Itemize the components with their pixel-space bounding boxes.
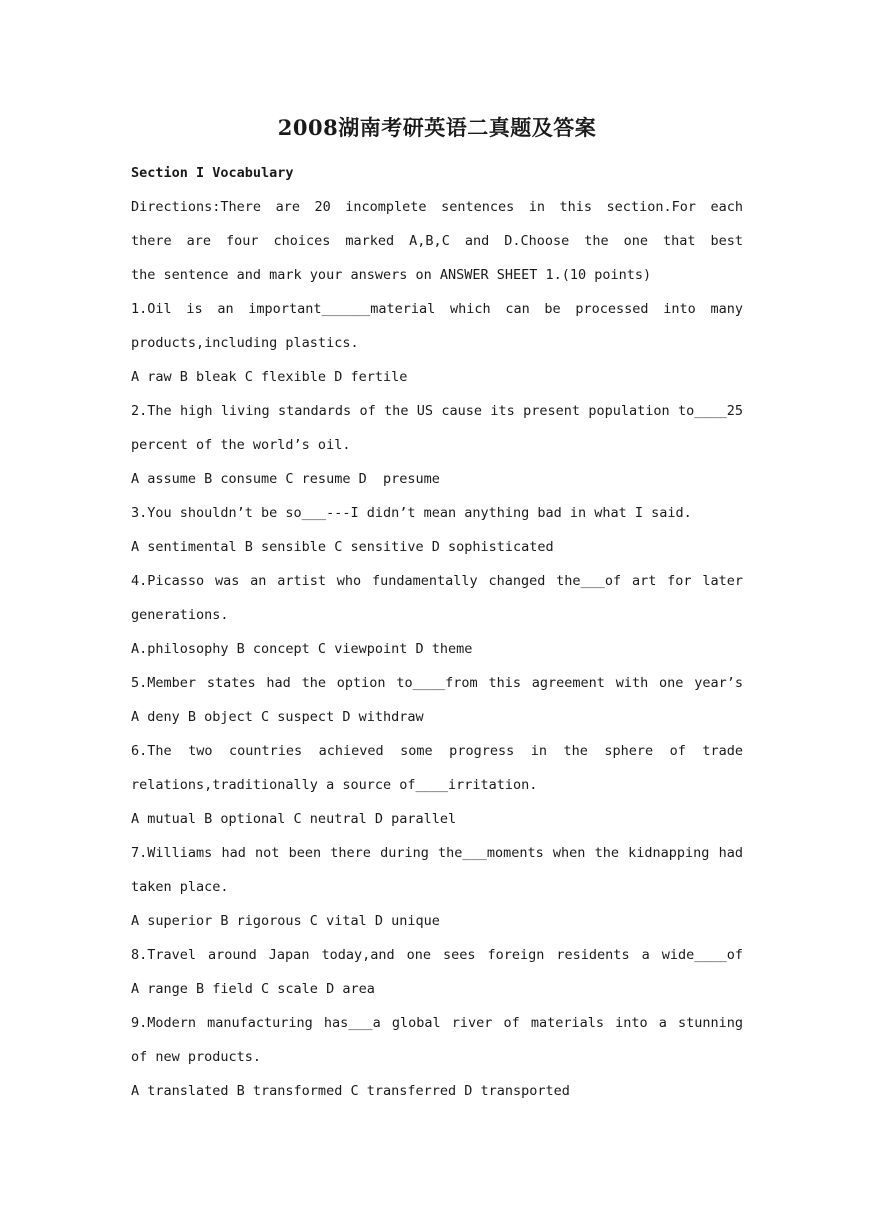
text-line: there are four choices marked A,B,C and D.Choose the one that best [131,233,743,249]
text-line: A deny B object C suspect D withdraw [131,709,424,725]
text-line: relations,traditionally a source of____irritation. [131,777,538,793]
text-line: Directions:There are 20 incomplete sentences in this section.For each [131,199,743,215]
text-line: of new products. [131,1049,262,1065]
text-line: the sentence and mark your answers on ANSWER SHEET 1.(10 points) [131,267,652,283]
document-page [131,112,743,1108]
text-line: A sentimental B sensible C sensitive D sophisticated [131,539,554,555]
text-line: A superior B rigorous C vital D unique [131,913,440,929]
text-line: generations. [131,607,229,623]
text-line: 9.Modern manufacturing has___a global river of materials into a stunning [131,1015,743,1031]
text-line: percent of the world’s oil. [131,437,351,453]
text-line: 3.You shouldn’t be so___---I didn’t mean anything bad in what I said. [131,505,692,521]
text-line: products,including plastics. [131,335,359,351]
document-body [131,190,743,1108]
text-line: A.philosophy B concept C viewpoint D theme [131,641,473,657]
section-heading: Section I Vocabulary [131,165,294,181]
text-line: 1.Oil is an important______material which can be processed into many [131,301,743,317]
text-line: A raw B bleak C flexible D fertile [131,369,408,385]
text-line: 4.Picasso was an artist who fundamentally changed the___of art for later [131,573,743,589]
text-line: taken place. [131,879,229,895]
text-line: A range B field C scale D area [131,981,375,997]
text-line: 6.The two countries achieved some progress in the sphere of trade [131,743,743,759]
text-line: 8.Travel around Japan today,and one sees foreign residents a wide____of [131,947,743,963]
text-line: A translated B transformed C transferred D transported [131,1083,570,1099]
text-line: A assume B consume C resume D presume [131,471,440,487]
text-line: 7.Williams had not been there during the___moments when the kidnapping had [131,845,743,861]
text-line: A mutual B optional C neutral D parallel [131,811,457,827]
document-title: 2008湖南考研英语二真题及答案 [277,115,597,140]
text-line: 5.Member states had the option to____from this agreement with one year’s [131,675,743,691]
text-line: 2.The high living standards of the US cause its present population to____25 [131,403,743,419]
